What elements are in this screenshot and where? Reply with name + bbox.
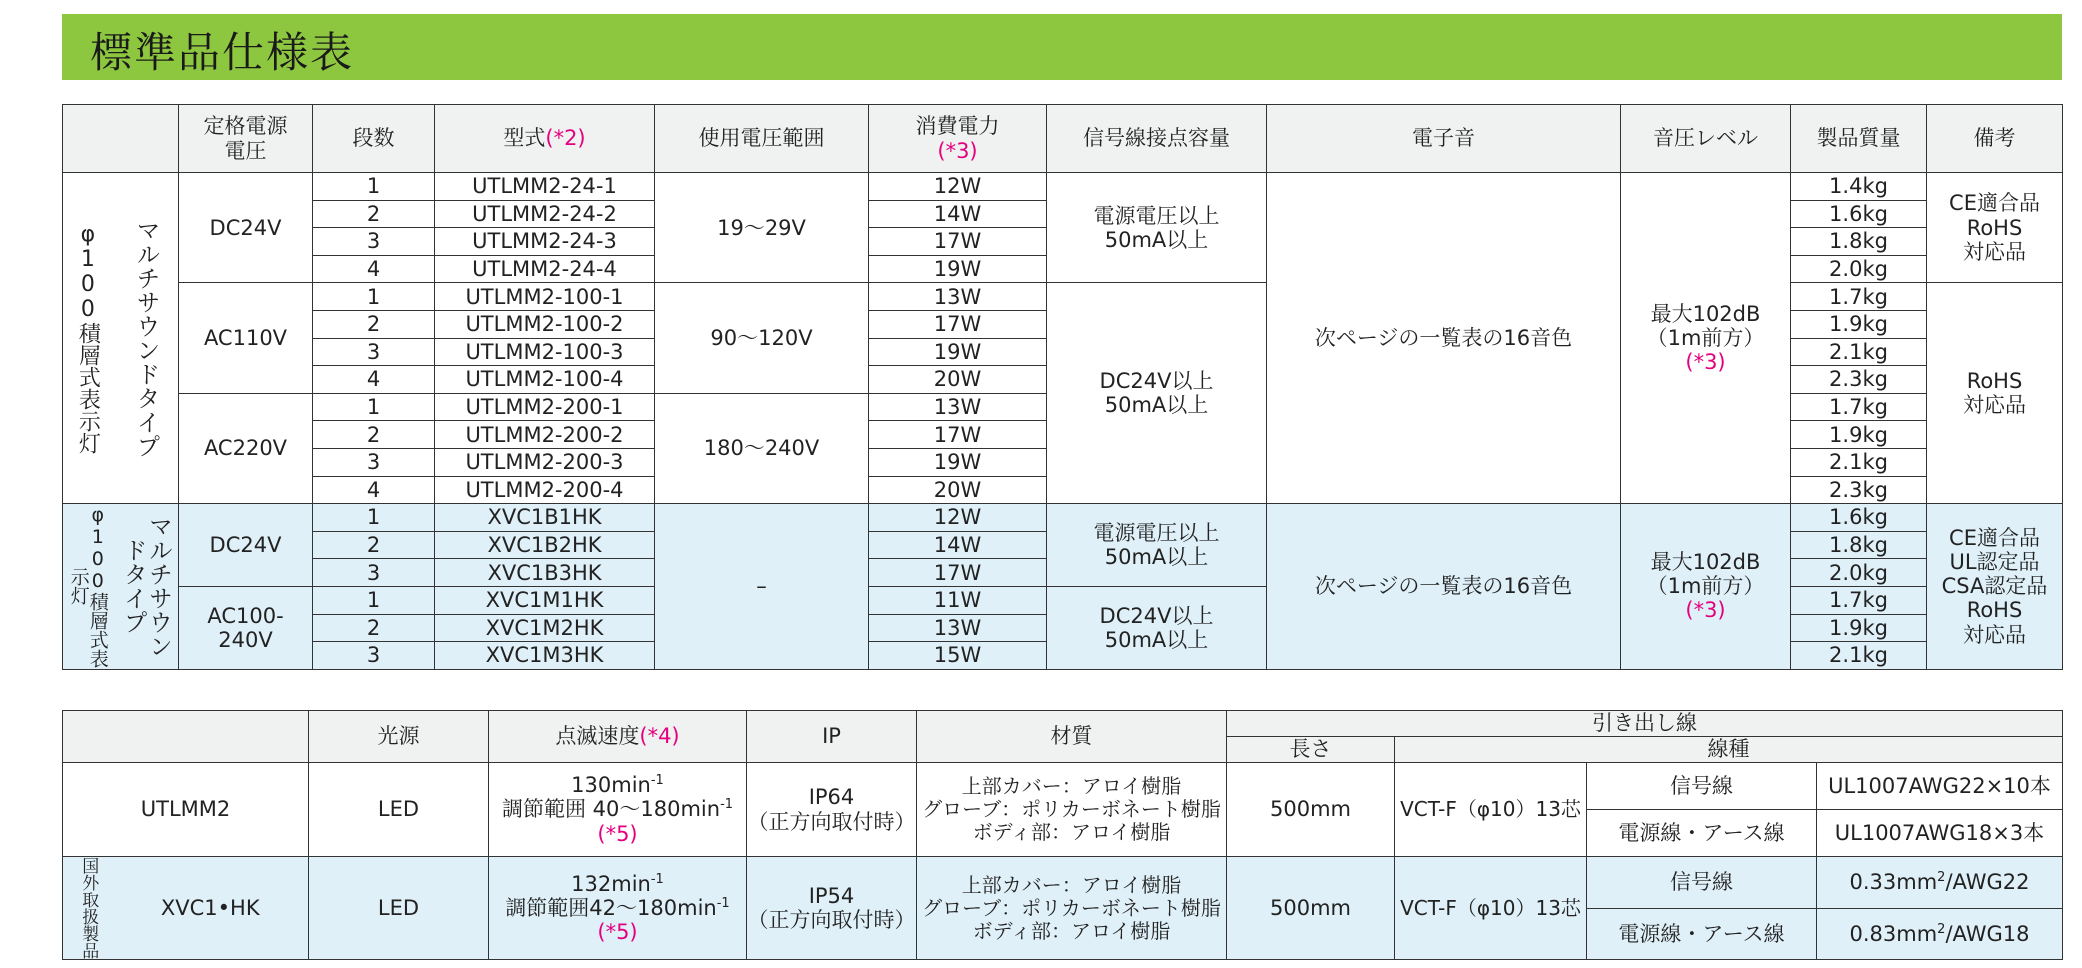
- mass-cell: 1.6kg: [1791, 200, 1927, 228]
- power-cell: 13W: [869, 283, 1047, 311]
- step-cell: 4: [313, 255, 435, 283]
- step-cell: 1: [313, 586, 435, 614]
- header-contact: 信号線接点容量: [1047, 105, 1267, 173]
- contact-cell: DC24V以上 50mA以上: [1047, 586, 1267, 669]
- header-lead: 引き出し線: [1227, 711, 2063, 737]
- length-cell: 500mm: [1227, 763, 1395, 857]
- power-label-cell: 電源線・アース線: [1587, 908, 1817, 960]
- model-cell: UTLMM2-200-3: [435, 448, 655, 476]
- step-cell: 2: [313, 531, 435, 559]
- remarks-cell: CE適合品 UL認定品 CSA認定品 RoHS 対応品: [1927, 504, 2063, 670]
- signal-value-cell: $0.33mm^2/AWG22$: [1817, 857, 2063, 909]
- power-cell: 15W: [869, 642, 1047, 670]
- power-cell: 12W: [869, 173, 1047, 201]
- model-cell: UTLMM2-100-2: [435, 310, 655, 338]
- model-cell: XVC1B3HK: [435, 559, 655, 587]
- model-cell: UTLMM2-100-4: [435, 366, 655, 394]
- mass-cell: 1.9kg: [1791, 421, 1927, 449]
- model-cell: UTLMM2-100-3: [435, 338, 655, 366]
- spec-table-main: [62, 104, 2063, 670]
- mass-cell: 1.4kg: [1791, 173, 1927, 201]
- flash-cell: $130\min^{-1}$ 調節範囲 $40\sim 180\min^{-1}$ (*5): [489, 763, 747, 857]
- mass-cell: 2.1kg: [1791, 338, 1927, 366]
- model-cell: XVC1B2HK: [435, 531, 655, 559]
- mass-cell: 2.0kg: [1791, 255, 1927, 283]
- model-cell: UTLMM2-200-1: [435, 393, 655, 421]
- rated-voltage-cell: DC24V: [179, 173, 313, 283]
- header-model: 型式(*2): [435, 105, 655, 173]
- page-title: 標準品仕様表: [90, 28, 355, 77]
- header-mass: 製品質量: [1791, 105, 1927, 173]
- header-light: 光源: [309, 711, 489, 763]
- model-cell: UTLMM2-200-2: [435, 421, 655, 449]
- model-cell: XVC1M3HK: [435, 642, 655, 670]
- power-cell: 17W: [869, 559, 1047, 587]
- power-cell: 13W: [869, 614, 1047, 642]
- ip-cell: IP54 （正方向取付時）: [747, 857, 917, 960]
- power-value-cell: UL1007AWG18×3本: [1817, 810, 2063, 857]
- power-cell: 17W: [869, 228, 1047, 256]
- mass-cell: 2.1kg: [1791, 448, 1927, 476]
- header-wire-type: 線種: [1395, 737, 2063, 763]
- step-cell: 3: [313, 642, 435, 670]
- power-cell: 19W: [869, 338, 1047, 366]
- header-spl: 音圧レベル: [1621, 105, 1791, 173]
- mass-cell: 2.3kg: [1791, 366, 1927, 394]
- sound-cell: 次ページの一覧表の16音色: [1267, 173, 1621, 504]
- power-cell: 19W: [869, 255, 1047, 283]
- step-cell: 1: [313, 393, 435, 421]
- mass-cell: 2.1kg: [1791, 642, 1927, 670]
- remarks-cell: CE適合品 RoHS 対応品: [1927, 173, 2063, 283]
- power-cell: 20W: [869, 476, 1047, 504]
- header-length: 長さ: [1227, 737, 1395, 763]
- category-cell: φ100積層式表示灯: [63, 173, 113, 504]
- mass-cell: 2.3kg: [1791, 476, 1927, 504]
- spl-cell: 最大102dB （1m前方） (*3): [1621, 504, 1791, 670]
- header-voltage-range: 使用電圧範囲: [655, 105, 869, 173]
- mass-cell: 2.0kg: [1791, 559, 1927, 587]
- mass-cell: 1.6kg: [1791, 504, 1927, 532]
- power-label-cell: 電源線・アース線: [1587, 810, 1817, 857]
- type-cell: マルチサウンドタイプ: [113, 504, 179, 670]
- power-cell: 14W: [869, 200, 1047, 228]
- rated-voltage-cell: AC220V: [179, 393, 313, 503]
- material-cell: 上部カバー：アロイ樹脂 グローブ：ポリカーボネート樹脂 ボディ部：アロイ樹脂: [917, 857, 1227, 960]
- model-cell: UTLMM2-24-3: [435, 228, 655, 256]
- sound-cell: 次ページの一覧表の16音色: [1267, 504, 1621, 670]
- header-rated-voltage: 定格電源 電圧: [179, 105, 313, 173]
- step-cell: 2: [313, 200, 435, 228]
- header2-blank: [63, 711, 309, 763]
- step-cell: 3: [313, 448, 435, 476]
- step-cell: 2: [313, 614, 435, 642]
- step-cell: 1: [313, 504, 435, 532]
- model-cell: UTLMM2-200-4: [435, 476, 655, 504]
- header-remarks: 備考: [1927, 105, 2063, 173]
- mass-cell: 1.8kg: [1791, 531, 1927, 559]
- step-cell: 1: [313, 283, 435, 311]
- cable-cell: VCT-F（φ10）13芯: [1395, 763, 1587, 857]
- type-cell: マルチサウンドタイプ: [113, 173, 179, 504]
- model-cell: XVC1•HK: [113, 857, 309, 960]
- step-cell: 3: [313, 338, 435, 366]
- mass-cell: 1.7kg: [1791, 283, 1927, 311]
- model-cell: XVC1M2HK: [435, 614, 655, 642]
- title-bar: [62, 14, 2062, 80]
- cable-cell: VCT-F（φ10）13芯: [1395, 857, 1587, 960]
- step-cell: 2: [313, 310, 435, 338]
- power-value-cell: $0.83mm^2/AWG18$: [1817, 908, 2063, 960]
- mass-cell: 1.8kg: [1791, 228, 1927, 256]
- signal-value-cell: UL1007AWG22×10本: [1817, 763, 2063, 810]
- material-cell: 上部カバー：アロイ樹脂 グローブ：ポリカーボネート樹脂 ボディ部：アロイ樹脂: [917, 763, 1227, 857]
- spec-table-sub: [62, 710, 2063, 960]
- rated-voltage-cell: AC110V: [179, 283, 313, 393]
- contact-cell: 電源電圧以上 50mA以上: [1047, 504, 1267, 587]
- step-cell: 3: [313, 559, 435, 587]
- light-cell: LED: [309, 763, 489, 857]
- category-cell: φ100積層式表示灯: [63, 504, 113, 670]
- mass-cell: 1.7kg: [1791, 586, 1927, 614]
- overseas-label-cell: 国外取扱製品: [63, 857, 113, 960]
- signal-label-cell: 信号線: [1587, 763, 1817, 810]
- model-cell: XVC1B1HK: [435, 504, 655, 532]
- header-flash: 点滅速度(*4): [489, 711, 747, 763]
- spl-cell: 最大102dB （1m前方） (*3): [1621, 173, 1791, 504]
- step-cell: 4: [313, 476, 435, 504]
- header-material: 材質: [917, 711, 1227, 763]
- model-cell: UTLMM2-100-1: [435, 283, 655, 311]
- flash-cell: $132\min^{-1}$ 調節範囲$42\sim 180\min^{-1}$ (*5): [489, 857, 747, 960]
- ip-cell: IP64 （正方向取付時）: [747, 763, 917, 857]
- model-cell: UTLMM2-24-4: [435, 255, 655, 283]
- model-cell: UTLMM2: [63, 763, 309, 857]
- length-cell: 500mm: [1227, 857, 1395, 960]
- power-cell: 12W: [869, 504, 1047, 532]
- header-steps: 段数: [313, 105, 435, 173]
- voltage-range-cell: 180～240V: [655, 393, 869, 503]
- rated-voltage-cell: AC100- 240V: [179, 586, 313, 669]
- light-cell: LED: [309, 857, 489, 960]
- mass-cell: 1.9kg: [1791, 614, 1927, 642]
- voltage-range-cell: 90～120V: [655, 283, 869, 393]
- table-row: [63, 857, 2063, 909]
- power-cell: 11W: [869, 586, 1047, 614]
- contact-cell: DC24V以上 50mA以上: [1047, 283, 1267, 504]
- header-ip: IP: [747, 711, 917, 763]
- voltage-range-cell: –: [655, 504, 869, 670]
- power-cell: 17W: [869, 421, 1047, 449]
- step-cell: 3: [313, 228, 435, 256]
- step-cell: 2: [313, 421, 435, 449]
- mass-cell: 1.9kg: [1791, 310, 1927, 338]
- table-row: [63, 763, 2063, 810]
- signal-label-cell: 信号線: [1587, 857, 1817, 909]
- power-cell: 14W: [869, 531, 1047, 559]
- step-cell: 4: [313, 366, 435, 394]
- table-row: [63, 504, 2063, 532]
- power-cell: 19W: [869, 448, 1047, 476]
- model-cell: UTLMM2-24-1: [435, 173, 655, 201]
- rated-voltage-cell: DC24V: [179, 504, 313, 587]
- table-row: [63, 173, 2063, 201]
- model-cell: UTLMM2-24-2: [435, 200, 655, 228]
- power-cell: 20W: [869, 366, 1047, 394]
- power-cell: 13W: [869, 393, 1047, 421]
- power-cell: 17W: [869, 310, 1047, 338]
- mass-cell: 1.7kg: [1791, 393, 1927, 421]
- header-blank: [63, 105, 179, 173]
- model-cell: XVC1M1HK: [435, 586, 655, 614]
- voltage-range-cell: 19～29V: [655, 173, 869, 283]
- step-cell: 1: [313, 173, 435, 201]
- header-sound: 電子音: [1267, 105, 1621, 173]
- contact-cell: 電源電圧以上 50mA以上: [1047, 173, 1267, 283]
- remarks-cell: RoHS 対応品: [1927, 283, 2063, 504]
- header-power: 消費電力 (*3): [869, 105, 1047, 173]
